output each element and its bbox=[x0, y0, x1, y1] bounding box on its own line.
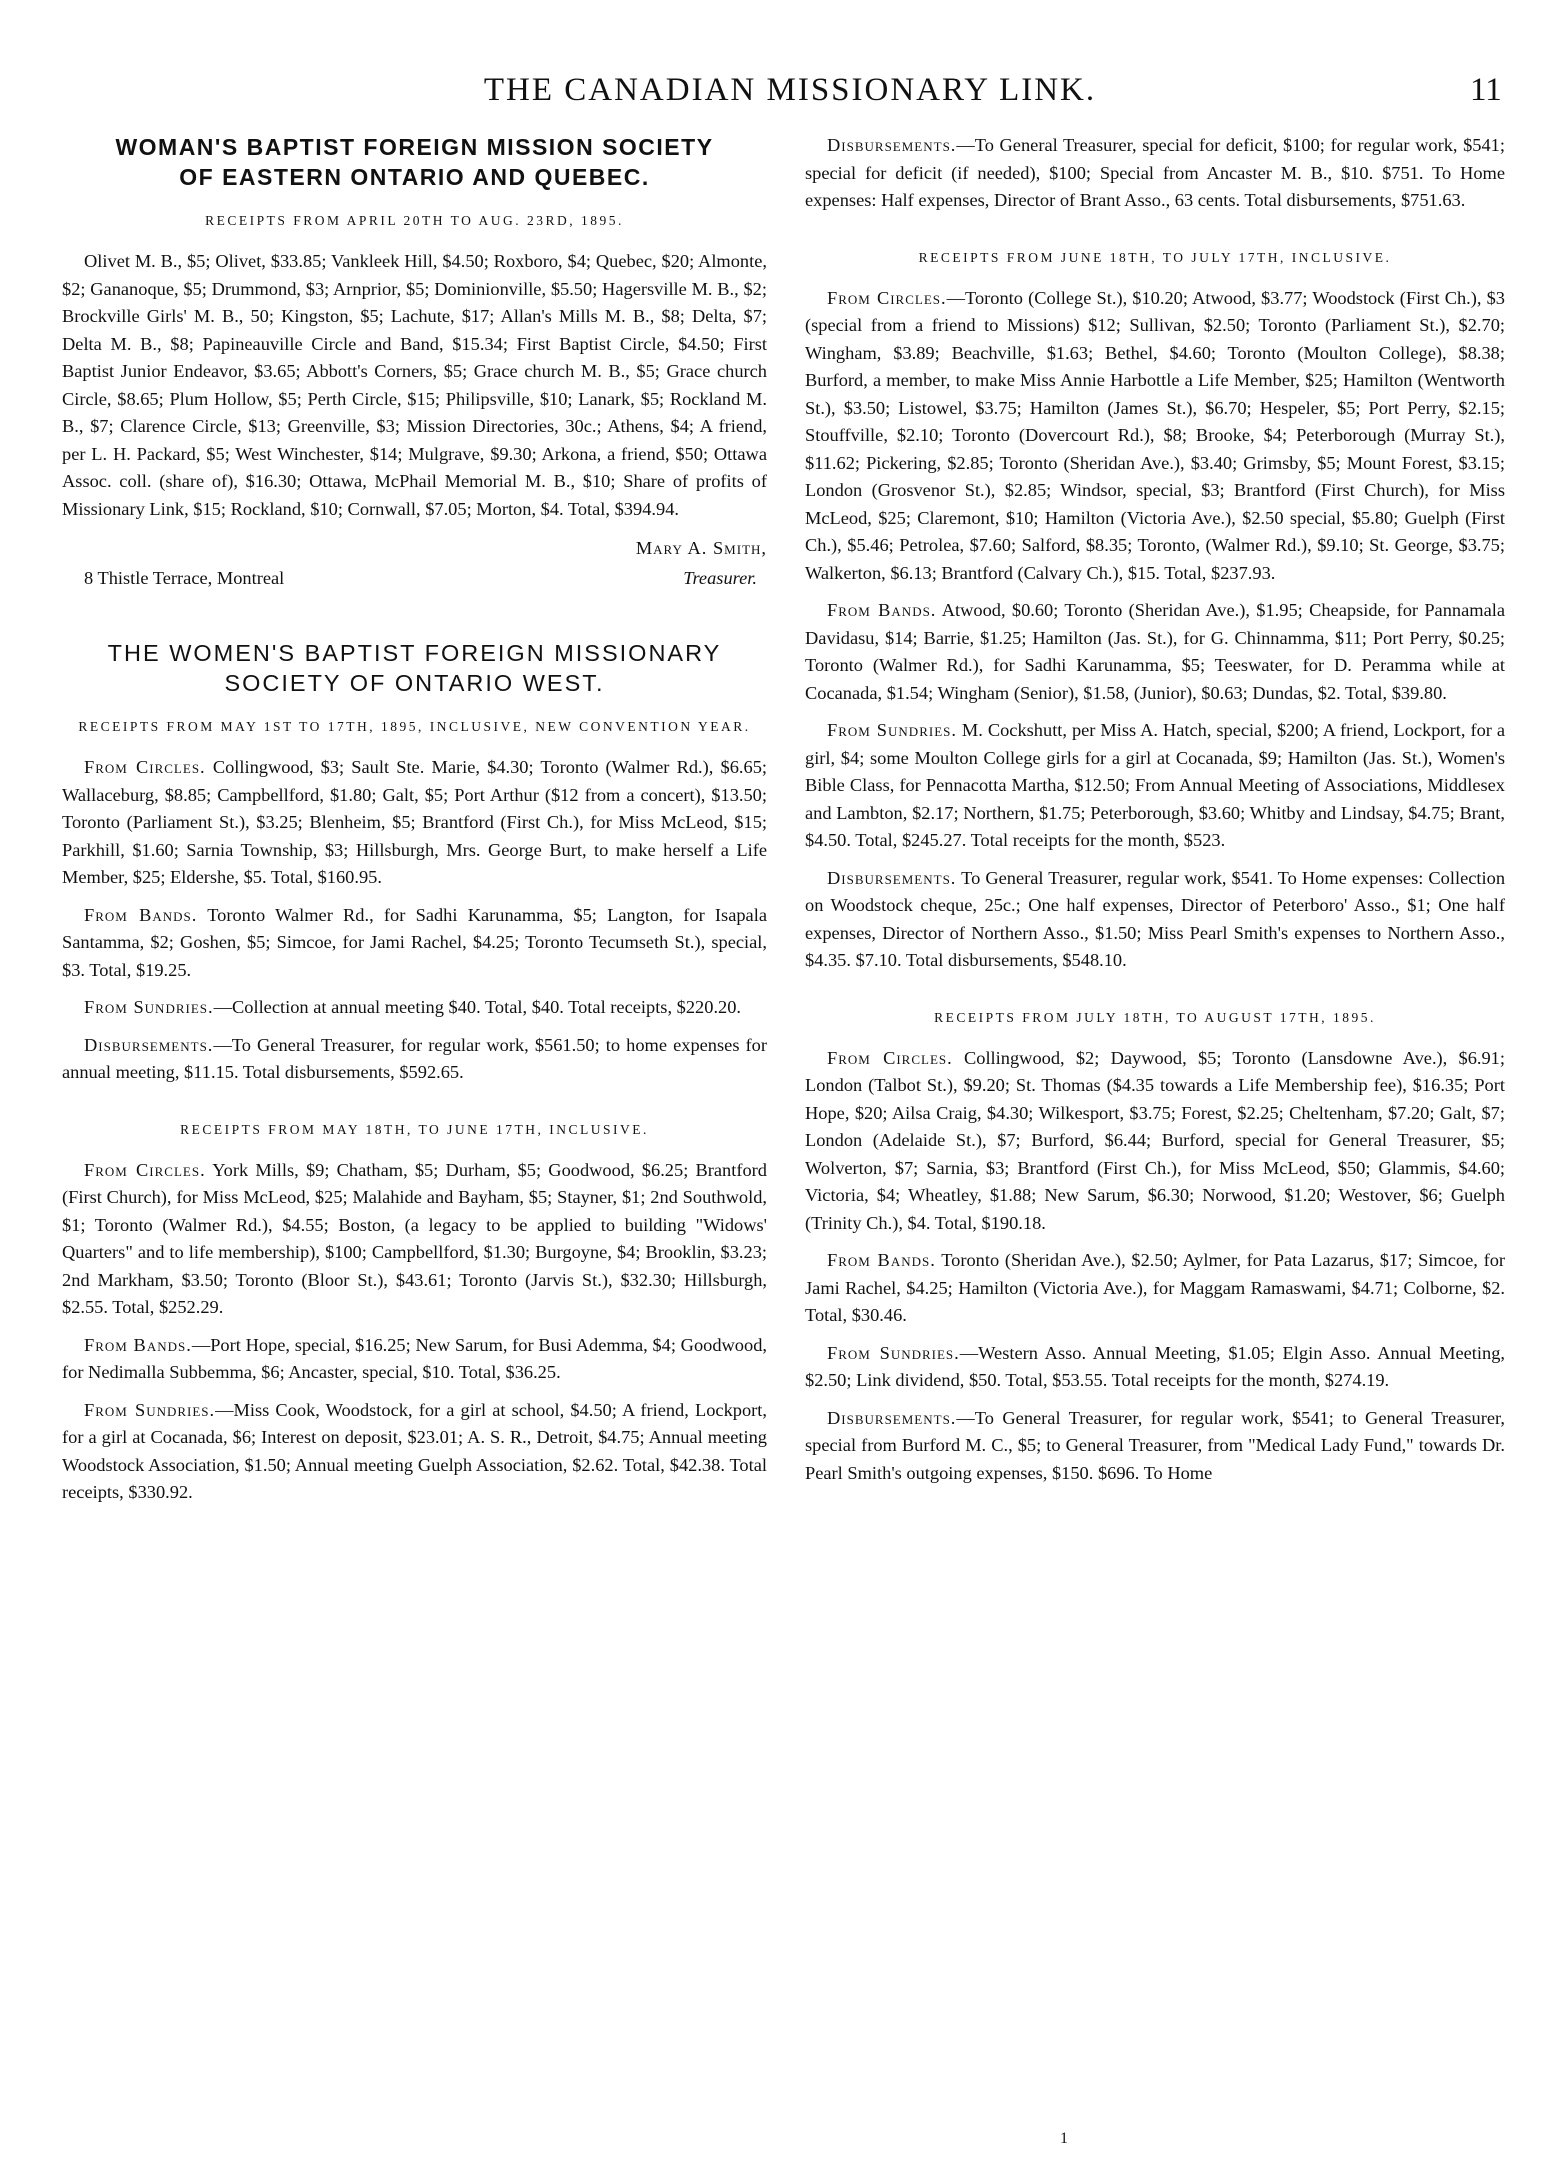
sundries-3 bbox=[805, 717, 1505, 855]
section-text: Atwood, $0.60; Toronto (Sheridan Ave.), $1.95; Cheapside, for Pannamala Davidasu, $14; Barrie, $1.25; Hamilton (Jas. St.), for G. Chinnamma, $11; Port Perry, $0.25; Toronto (Walmer Rd.), for Sadhi Karunamma, $5; Teeswater, for D. Peramma while at Cocanada, $1.54; Wingham (Senior), $1.58, (Junior), $0.63; Dundas, $2. Total, $39.80. bbox=[805, 600, 1506, 703]
eastern-society-title bbox=[62, 132, 767, 192]
section-label: From Circles. bbox=[827, 287, 947, 308]
eastern-title-line2: OF EASTERN ONTARIO AND QUEBEC. bbox=[179, 164, 650, 190]
section-text: —Collection at annual meeting $40. Total, $40. Total receipts, $220.20. bbox=[213, 997, 742, 1017]
section-text: —Port Hope, special, $16.25; New Sarum, for Busi Ademma, $4; Goodwood, for Nedimalla Subbemma, $6; Ancaster, special, $10. Total, $36.25. bbox=[62, 1334, 767, 1382]
section-label: From Bands. bbox=[84, 904, 198, 925]
section-label: From Sundries. bbox=[827, 1342, 960, 1363]
section-text: Toronto Walmer Rd., for Sadhi Karunamma, $5; Langton, for Isapala Santamma, $2; Goshen, $5; Simcoe, for Jami Rachel, $4.25; Toronto Tecumseth St.), special, $3. Total, $19.25. bbox=[62, 904, 767, 980]
section-text: —Toronto (College St.), $10.20; Atwood, $3.77; Woodstock (First Ch.), $3 (special from a friend to Missions) $12; Sullivan, $2.50; Toronto (Parliament St.), $2.70; Wingham, $3.89; Beachville, $1.63; Bethel, $4.60; Toronto (Moulton College), $8.38; Burford, a member, to make Miss Annie Harbottle a Life Member, $25; Hamilton (Wentworth St.), $3.50; Listowel, $3.75; Hamilton (James St.), $6.70; Hespeler, $5; Port Perry, $2.15; Stouffville, $2.10; Toronto (Dovercourt Rd.), $8; Brooke, $4; Peterborough (Murray St.), $11.62; Pickering, $2.85; Toronto (Sheridan Ave.), $3.40; Grimsby, $5; Mount Forest, $3.15; London (Grosvenor St.), $2.85; Windsor, special, $3; Brantford (First Church), for Miss McLeod, $25; Claremont, $10; Hamilton (Victoria Ave.), $2.50 special, $5.80; Guelph (First Ch.), $5.46; Petrolea, $7.60; Salford, $8.35; Toronto, (Walmer Rd.), $9.10; St. George, $3.75; Walkerton, $6.13; Brantford (Calvary Ch.), $15. Total, $237.93. bbox=[805, 287, 1505, 583]
circles-3 bbox=[805, 285, 1505, 588]
section-label: Disbursements. bbox=[84, 1034, 214, 1055]
section-text: —To General Treasurer, for regular work, $541; to General Treasurer, special from Burford M. C., $5; to General Treasurer, from "Medical Lady Fund," towards Dr. Pearl Smith's outgoing expenses, $150. $696. To Home bbox=[805, 1407, 1505, 1483]
west-circles-2 bbox=[62, 1157, 767, 1322]
signature-row bbox=[62, 565, 767, 593]
section-label: From Circles. bbox=[827, 1047, 953, 1068]
sundries-4 bbox=[805, 1340, 1505, 1395]
section-label: From Bands. bbox=[827, 600, 937, 620]
section-label: From Sundries. bbox=[827, 720, 957, 740]
receipts-heading-3: RECEIPTS FROM JUNE 18TH, TO JULY 17TH, INCLUSIVE. bbox=[918, 249, 1392, 265]
west-bands-1 bbox=[62, 902, 767, 985]
west-sundries-1 bbox=[62, 994, 767, 1022]
footer-mark: 1 bbox=[1060, 2130, 1068, 2147]
page-number: 11 bbox=[1470, 72, 1502, 108]
west-society-title bbox=[62, 638, 767, 698]
section-label: Disbursements. bbox=[827, 135, 957, 155]
section-text: Collingwood, $3; Sault Ste. Marie, $4.30; Toronto (Walmer Rd.), $6.65; Wallaceburg, $8.85; Campbellford, $1.80; Galt, $5; Port Arthur ($12 from a concert), $13.50; Toronto (Parliament St.), $3.25; Blenheim, $5; Brantford (First Ch.), for Miss McLeod, $15; Parkhill, $1.60; Sarnia Township, $3; Hillsburgh, Mrs. George Burt, to make herself a Life Member, $25; Eldershe, $5. Total, $160.95. bbox=[62, 757, 767, 887]
section-text: To General Treasurer, regular work, $541. To Home expenses: Collection on Woodstock cheque, 25c.; One half expenses, Director of Peterboro' Asso., $1; One half expenses, Director of Northern Asso., $1.50; Miss Pearl Smith's expenses to Northern Asso., $4.35. $7.10. Total disbursements, $548.10. bbox=[805, 867, 1506, 970]
section-label: From Bands. bbox=[827, 1250, 936, 1270]
west-disbursements-1 bbox=[62, 1032, 767, 1087]
bands-4 bbox=[805, 1247, 1505, 1330]
section-text: M. Cockshutt, per Miss A. Hatch, special, $200; A friend, Lockport, for a girl, $4; some Moulton College girls for a girl at Cocanada, $9; Hamilton (Jas. St.), Women's Bible Class, for Pennacotta Martha, $12.50; From Annual Meeting of Associations, Middlesex and Lambton, $2.17; Northern, $1.75; Peterborough, $3.60; Whitby and Lindsay, $4.75; Brant, $4.50. Total, $245.27. Total receipts for the month, $523. bbox=[805, 720, 1505, 850]
section-label: Disbursements. bbox=[827, 867, 957, 888]
west-sundries-2 bbox=[62, 1397, 767, 1507]
bands-3 bbox=[805, 597, 1505, 707]
west-receipts-heading-2: RECEIPTS FROM MAY 18TH, TO JUNE 17TH, INCLUSIVE. bbox=[180, 1121, 649, 1137]
running-head: THE CANADIAN MISSIONARY LINK. bbox=[483, 72, 1097, 108]
disbursements-top bbox=[805, 132, 1505, 215]
section-text: York Mills, $9; Chatham, $5; Durham, $5; Goodwood, $6.25; Brantford (First Church), for Miss McLeod, $25; Malahide and Bayham, $5; Stayner, $1; 2nd Southwold, $1; Toronto (Walmer Rd.), $4.55; Boston, (a legacy to be applied to building "Widows' Quarters" and to life membership), $100; Campbellford, $1.30; Burgoyne, $4; Brooklin, $3.23; 2nd Markham, $3.50; Toronto (Bloor St.), $43.61; Toronto (Jarvis St.), $32.30; Hillsburgh, $2.55. Total, $252.29. bbox=[62, 1159, 767, 1317]
section-text: —Miss Cook, Woodstock, for a girl at school, $4.50; A friend, Lockport, for a girl at Cocanada, $6; Interest on deposit, $23.01; A. S. R., Detroit, $4.75; Annual meeting Woodstock Association, $1.50; Annual meeting Guelph Association, $2.62. Total, $42.38. Total receipts, $330.92. bbox=[62, 1399, 767, 1502]
treasurer-role: Treasurer. bbox=[683, 567, 757, 588]
circles-4 bbox=[805, 1045, 1505, 1238]
disbursements-3 bbox=[805, 865, 1505, 975]
west-circles-1 bbox=[62, 754, 767, 892]
section-label: From Bands. bbox=[84, 1334, 192, 1355]
treasurer-address: 8 Thistle Terrace, Montreal bbox=[84, 567, 285, 588]
section-label: From Sundries. bbox=[84, 1399, 216, 1420]
west-receipts-heading-1: RECEIPTS FROM MAY 1ST TO 17TH, 1895, INCLUSIVE, NEW CONVENTION YEAR. bbox=[78, 719, 751, 734]
eastern-receipts-body: Olivet M. B., $5; Olivet, $33.85; Vankleek Hill, $4.50; Roxboro, $4; Quebec, $20; Almonte, $2; Gananoque, $5; Drummond, $3; Arnprior, $5; Dominionville, $5.50; Hagersville M. B., $2; Brockville Girls' M. B., 50; Kingston, $5; Lachute, $17; Allan's Mills M. B., $8; Delta, $7; Delta M. B., $8; Papineauville Circle and Band, $15.34; First Baptist Circle, $4.50; First Baptist Junior Endeavor, $3.65; Abbott's Corners, $5; Grace church M. B., $5; Grace church Circle, $8.65; Plum Hollow, $5; Perth Circle, $15; Philipsville, $10; Lanark, $5; Rockland M. B., $7; Clarence Circle, $13; Greenville, $3; Mission Directories, 30c.; Athens, $4; A friend, per L. H. Packard, $5; West Winchester, $14; Mulgrave, $9.30; Arkona, a friend, $50; Ottawa Assoc. coll. (share of), $16.30; Ottawa, McPhail Memorial M. B., $10; Share of profits of Missionary Link, $15; Rockland, $10; Cornwall, $7.05; Morton, $4. Total, $394.94. bbox=[62, 251, 767, 519]
section-label: From Sundries. bbox=[84, 997, 214, 1017]
section-text: —To General Treasurer, special for deficit, $100; for regular work, $541; special for deficit (if needed), $100; Special from Ancaster M. B., $10. $751. To Home expenses: Half expenses, Director of Brant Asso., 63 cents. Total disbursements, $751.63. bbox=[805, 135, 1505, 210]
west-bands-2 bbox=[62, 1332, 767, 1387]
eastern-title-line1: WOMAN'S BAPTIST FOREIGN MISSION SOCIETY bbox=[115, 134, 714, 160]
eastern-receipts-heading: RECEIPTS FROM APRIL 20TH TO AUG. 23RD, 1895. bbox=[205, 213, 624, 228]
disbursements-4 bbox=[805, 1405, 1505, 1488]
right-column bbox=[805, 132, 1505, 1497]
section-label: From Circles. bbox=[84, 1159, 206, 1180]
section-label: From Circles. bbox=[84, 757, 206, 777]
section-text: Collingwood, $2; Daywood, $5; Toronto (Lansdowne Ave.), $6.91; London (Talbot St.), $9.20; St. Thomas ($4.35 towards a Life Membership fee), $16.35; Port Hope, $20; Ailsa Craig, $4.30; Wilkesport, $3.75; Forest, $2.25; Cheltenham, $7.20; Galt, $7; London (Adelaide St.), $7; Burford, $6.44; Burford, special for General Treasurer, $5; Wolverton, $7; Sarnia, $3; Brantford (First Ch.), for Miss McLeod, $50; Glammis, $4.60; Victoria, $4; Wheatley, $1.88; New Sarum, $6.30; Norwood, $1.20; Westover, $6; Guelph (Trinity Ch.), $4. Total, $190.18. bbox=[805, 1047, 1505, 1233]
west-title-line1: THE WOMEN'S BAPTIST FOREIGN MISSIONARY bbox=[107, 640, 722, 666]
section-text: —Western Asso. Annual Meeting, $1.05; Elgin Asso. Annual Meeting, $2.50; Link dividend, $50. Total, $53.55. Total receipts for the month, $274.19. bbox=[805, 1342, 1506, 1390]
left-column bbox=[62, 132, 767, 1517]
treasurer-signature: Mary A. Smith, bbox=[635, 538, 767, 558]
west-title-line2: SOCIETY OF ONTARIO WEST. bbox=[224, 670, 605, 696]
receipts-heading-4: RECEIPTS FROM JULY 18TH, TO AUGUST 17TH, 1895. bbox=[934, 1009, 1376, 1025]
section-text: Toronto (Sheridan Ave.), $2.50; Aylmer, for Pata Lazarus, $17; Simcoe, for Jami Rachel, $4.25; Hamilton (Victoria Ave.), for Maggam Ramaswami, $4.71; Colborne, $2. Total, $30.46. bbox=[805, 1250, 1506, 1325]
section-label: Disbursements. bbox=[827, 1407, 957, 1428]
section-text: —To General Treasurer, for regular work, $561.50; to home expenses for annual meeting, $11.15. Total disbursements, $592.65. bbox=[62, 1034, 767, 1082]
